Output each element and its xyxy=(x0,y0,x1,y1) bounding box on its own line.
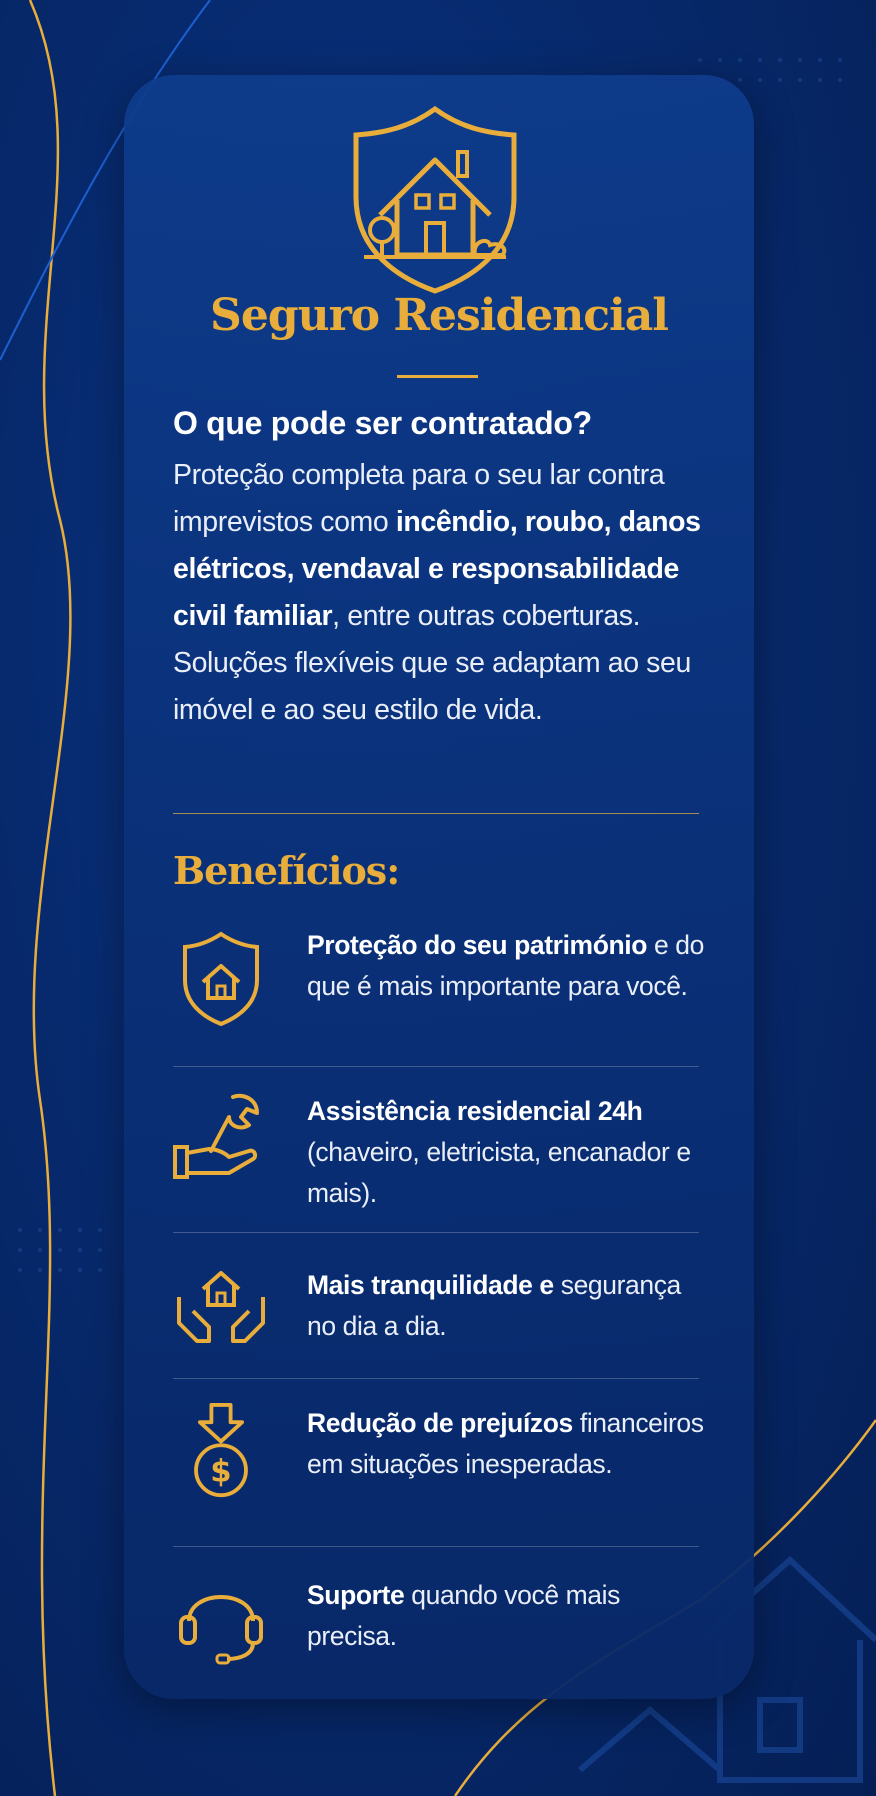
benefit-separator xyxy=(173,1378,699,1379)
house-shield-icon xyxy=(173,930,269,1026)
benefit-bold: Redução de prejuízos xyxy=(307,1408,573,1438)
wrench-hand-icon xyxy=(173,1091,269,1187)
benefit-text xyxy=(307,1091,707,1214)
benefit-bold: Assistência residencial 24h xyxy=(307,1096,643,1126)
benefit-separator xyxy=(173,1066,699,1067)
benefit-text xyxy=(307,1265,707,1347)
house-shield-icon xyxy=(350,105,520,295)
benefits-title: Benefícios: xyxy=(173,848,400,893)
benefit-bold: Proteção do seu património xyxy=(307,930,648,960)
benefit-description: financeiros em situações inesperadas. xyxy=(307,1408,704,1479)
svg-text:$: $ xyxy=(210,1453,232,1490)
title-underline xyxy=(397,375,478,378)
intro-highlight: incêndio, roubo, danos elétricos, vendaval e responsabilidade civil familiar xyxy=(173,506,701,632)
section-divider xyxy=(173,813,699,814)
intro-text-end: , entre outras coberturas. Soluções flexíveis que se adaptam ao seu imóvel e ao seu estilo de vida. xyxy=(173,600,691,726)
intro-paragraph xyxy=(173,452,733,734)
hands-house-icon xyxy=(173,1257,269,1353)
money-arrow-icon xyxy=(173,1403,269,1499)
intro-text-start: Proteção completa para o seu lar contra imprevistos como xyxy=(173,459,665,538)
benefit-description: (chaveiro, eletricista, encanador e mais). xyxy=(307,1137,691,1208)
intro-question: O que pode ser contratado? xyxy=(173,405,592,441)
benefit-separator xyxy=(173,1232,699,1233)
benefit-text xyxy=(307,1575,707,1657)
headset-icon xyxy=(173,1571,269,1667)
benefit-text xyxy=(307,925,707,1007)
benefit-description: segurança no dia a dia. xyxy=(307,1270,681,1341)
benefit-separator xyxy=(173,1546,699,1547)
benefit-description: e do que é mais importante para você. xyxy=(307,930,704,1001)
benefit-bold: Mais tranquilidade e xyxy=(307,1270,554,1300)
benefit-description: quando você mais precisa. xyxy=(307,1580,620,1651)
benefit-text xyxy=(307,1403,707,1485)
benefit-bold: Suporte xyxy=(307,1580,405,1610)
page-title: Seguro Residencial xyxy=(210,290,668,341)
